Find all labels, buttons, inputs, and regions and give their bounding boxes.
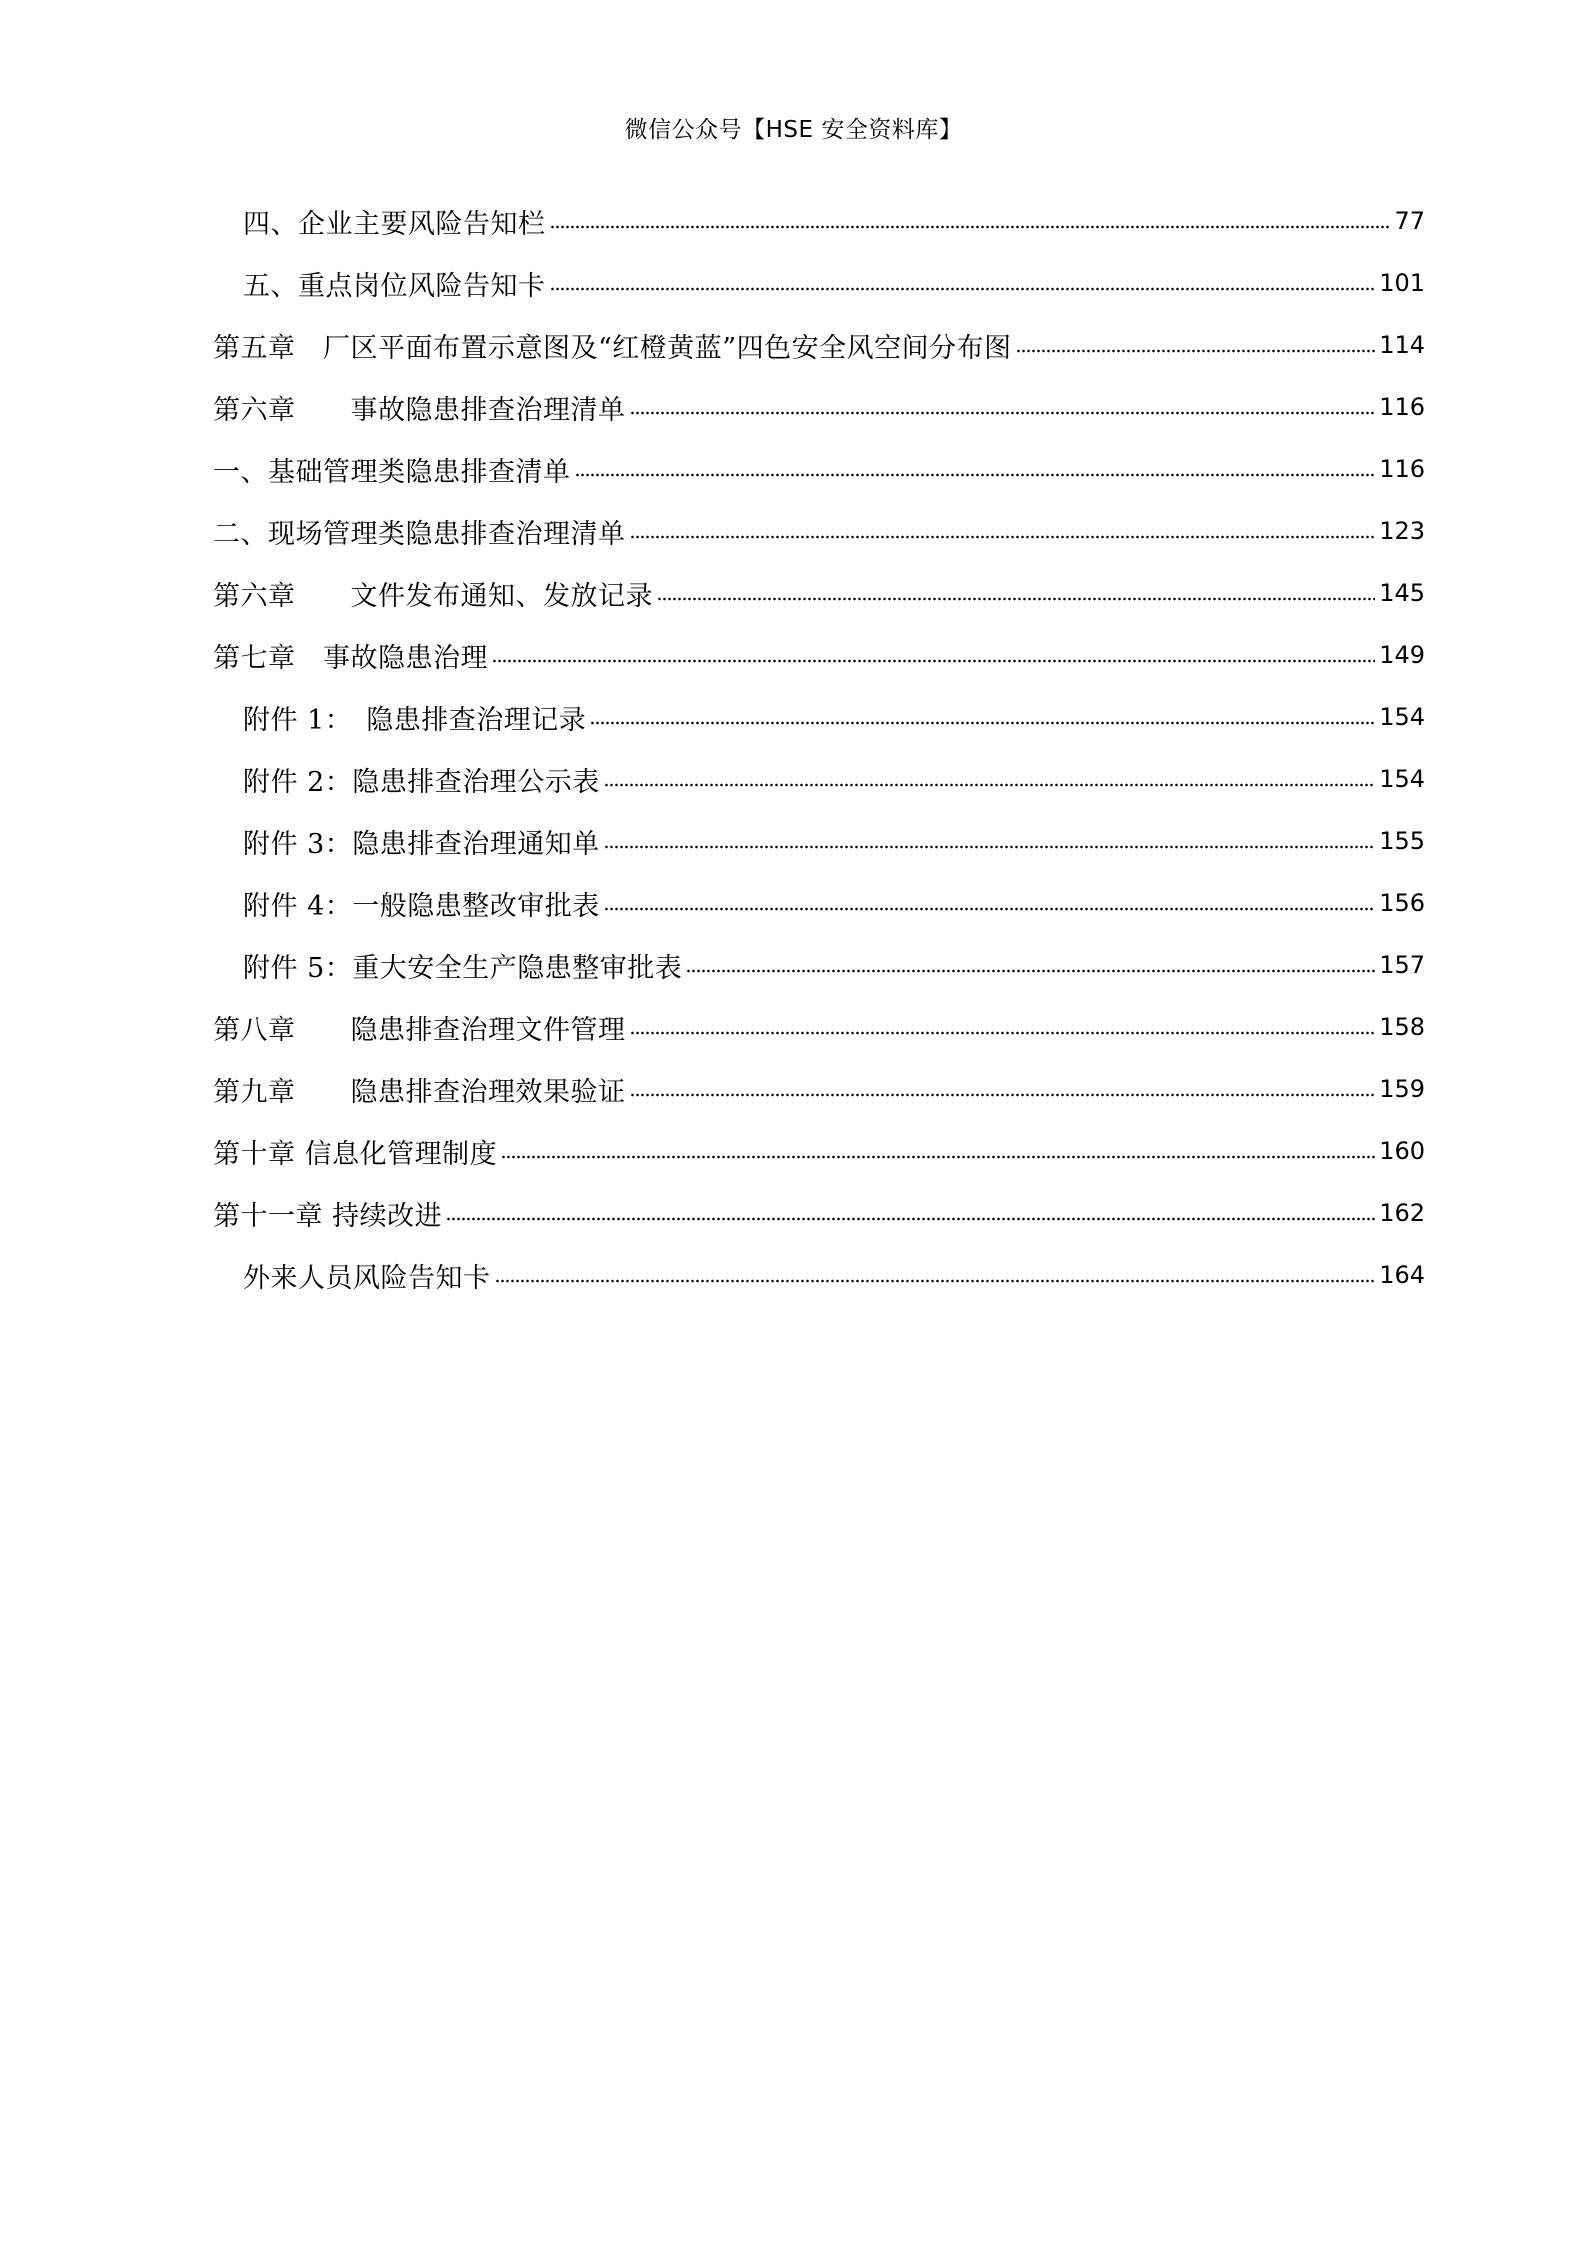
toc-entry-page: 164 [1379, 1261, 1425, 1289]
toc-entry[interactable] [213, 438, 1425, 500]
toc-entry-page: 116 [1379, 455, 1425, 483]
toc-entry-title: 第十一章 持续改进 [213, 1200, 443, 1232]
toc-entry[interactable] [213, 1120, 1425, 1182]
toc-entry[interactable] [213, 252, 1425, 314]
toc-entry-page: 159 [1379, 1075, 1425, 1103]
toc-entry[interactable] [213, 314, 1425, 376]
toc-entry-title: 第十章 信息化管理制度 [213, 1138, 498, 1170]
toc-entry[interactable] [213, 872, 1425, 934]
toc-entry-page: 160 [1379, 1137, 1425, 1165]
toc-dot-leader [590, 721, 1375, 725]
toc-entry-title: 附件 2：隐患排查治理公示表 [243, 766, 600, 798]
toc-dot-leader [550, 225, 1391, 229]
toc-dot-leader [657, 597, 1375, 601]
toc-entry-title: 第六章 文件发布通知、发放记录 [213, 580, 653, 612]
toc-entry[interactable] [213, 376, 1425, 438]
toc-entry-page: 156 [1379, 889, 1425, 917]
toc-entry[interactable] [213, 748, 1425, 810]
toc-entry-page: 154 [1379, 765, 1425, 793]
toc-entry-page: 162 [1379, 1199, 1425, 1227]
toc-entry-title: 附件 4：一般隐患整改审批表 [243, 890, 600, 922]
toc-entry[interactable] [213, 686, 1425, 748]
toc-dot-leader [630, 535, 1376, 539]
toc-entry-title: 附件 5：重大安全生产隐患整审批表 [243, 952, 683, 984]
toc-entry[interactable] [213, 624, 1425, 686]
toc-entry-title: 第五章 厂区平面布置示意图及“红橙黄蓝”四色安全风空间分布图 [213, 332, 1012, 364]
toc-entry-page: 155 [1379, 827, 1425, 855]
toc-entry[interactable] [213, 996, 1425, 1058]
toc-dot-leader [550, 287, 1376, 291]
toc-dot-leader [495, 1279, 1376, 1283]
toc-entry[interactable] [213, 810, 1425, 872]
toc-entry-page: 149 [1379, 641, 1425, 669]
toc-entry-title: 第七章 事故隐患治理 [213, 642, 488, 674]
toc-dot-leader [575, 473, 1376, 477]
toc-dot-leader [492, 659, 1375, 663]
toc-entry[interactable] [213, 1182, 1425, 1244]
toc-entry-page: 101 [1379, 269, 1425, 297]
toc-entry[interactable] [213, 500, 1425, 562]
toc-entry-title: 二、现场管理类隐患排查治理清单 [213, 518, 626, 550]
table-of-contents [213, 190, 1425, 1306]
toc-entry-page: 154 [1379, 703, 1425, 731]
toc-dot-leader [686, 969, 1375, 973]
toc-dot-leader [604, 783, 1375, 787]
toc-dot-leader [604, 845, 1375, 849]
toc-dot-leader [630, 1093, 1376, 1097]
toc-dot-leader [501, 1155, 1375, 1159]
toc-entry-title: 附件 3：隐患排查治理通知单 [243, 828, 600, 860]
toc-entry-page: 158 [1379, 1013, 1425, 1041]
toc-dot-leader [446, 1217, 1375, 1221]
toc-entry[interactable] [213, 1244, 1425, 1306]
toc-entry-title: 附件 1： 隐患排查治理记录 [243, 704, 587, 736]
toc-entry[interactable] [213, 1058, 1425, 1120]
toc-entry-title: 第八章 隐患排查治理文件管理 [213, 1014, 626, 1046]
toc-entry-page: 114 [1379, 331, 1425, 359]
toc-entry[interactable] [213, 190, 1425, 252]
toc-entry-title: 一、基础管理类隐患排查清单 [213, 456, 571, 488]
toc-entry-title: 第六章 事故隐患排查治理清单 [213, 394, 626, 426]
toc-entry[interactable] [213, 562, 1425, 624]
toc-entry-title: 第九章 隐患排查治理效果验证 [213, 1076, 626, 1108]
toc-entry-page: 123 [1379, 517, 1425, 545]
page-header: 微信公众号【HSE 安全资料库】 [624, 117, 963, 143]
toc-entry-page: 145 [1379, 579, 1425, 607]
toc-entry[interactable] [213, 934, 1425, 996]
toc-entry-page: 116 [1379, 393, 1425, 421]
toc-dot-leader [604, 907, 1375, 911]
toc-entry-page: 157 [1379, 951, 1425, 979]
toc-entry-title: 四、企业主要风险告知栏 [243, 208, 546, 240]
toc-entry-title: 五、重点岗位风险告知卡 [243, 270, 546, 302]
toc-entry-page: 77 [1394, 207, 1425, 235]
toc-dot-leader [630, 411, 1376, 415]
toc-dot-leader [1016, 349, 1376, 353]
toc-entry-title: 外来人员风险告知卡 [243, 1262, 491, 1294]
toc-dot-leader [630, 1031, 1376, 1035]
